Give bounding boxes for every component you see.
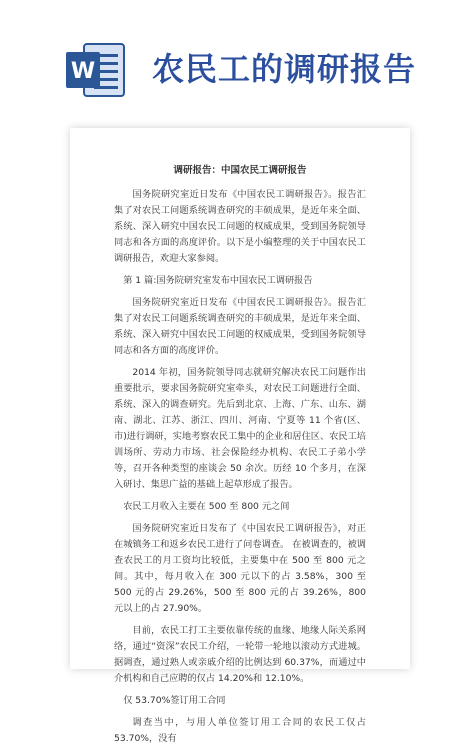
document-heading: 调研报告：中国农民工调研报告: [173, 165, 307, 176]
paragraph-2: 国务院研究室近日发布《中国农民工调研报告》。报告汇集了对农民工问题系统调查研究的丰硕成果，是近年来全面、系统、深入研究中国农民工问题的权威成果，受到国务院领导同志和各方面的高度评价。: [114, 297, 366, 356]
paragraph-8: 调查当中，与用人单位签订用工合同的农民工仅占 53.70%，没有: [114, 717, 366, 744]
section-heading-1: 第 1 篇:国务院研究室发布中国农民工调研报告: [123, 275, 313, 286]
paragraph-5: 国务院研究室近日发布了《中国农民工调研报告》，对正在城镇务工和返乡农民工进行了问卷调查。 在被调查的，被调查农民工的月工资均比较低，主要集中在 500 至 800 元之间。其中，每月收入在 300 元以下的占 3.58%，300 至 500 元的占 29.26%，500 至 800 元的占 39.26%，800 元以上的占 27.90%。: [114, 523, 366, 614]
page-title: 农民工的调研报告: [152, 50, 417, 88]
document-body: [70, 128, 410, 744]
paragraph-intro: 国务院研究室近日发布《中国农民工调研报告》。报告汇集了对农民工问题系统调查研究的丰硕成果，是近年来全面、系统、深入研究中国农民工问题的权威成果，受到国务院领导同志和各方面的高度评价。以下是小编整理的关于中国农民工调研报告，欢迎大家参阅。: [114, 189, 366, 264]
subheading-contract: 仅 53.70%签订用工合同: [123, 695, 226, 706]
paragraph-6: 目前，农民工打工主要依靠传统的血缘、地缘人际关系网络，通过“资深”农民工介绍，一轮带一轮地以滚动方式进城。据调查，通过熟人或亲戚介绍的比例达到 60.37%，而通过中介机构和自己应聘的仅占 14.20%和 12.10%。: [114, 625, 366, 684]
paragraph-3: 2014 年初，国务院领导同志就研究解决农民工问题作出重要批示，要求国务院研究室牵头，对农民工问题进行全面、系统、深入的调查研究。先后到北京、上海、广东、山东、湖南、湖北、江苏、浙江、四川、河南、宁夏等 11 个省(区、市)进行调研，实地考察农民工集中的企业和居住区、农民工培训场所、劳动力市场、社会保险经办机构、农民工子弟小学等，召开各种类型的座谈会 50 余次。历经 10 个多月，在深入研讨、集思广益的基础上起草形成了报告。: [114, 367, 366, 490]
word-doc-icon: [64, 38, 128, 102]
subheading-income: 农民工月收入主要在 500 至 800 元之间: [123, 501, 290, 512]
page-header: [0, 0, 474, 120]
word-letter: W: [70, 59, 96, 84]
document-page: [70, 128, 410, 744]
